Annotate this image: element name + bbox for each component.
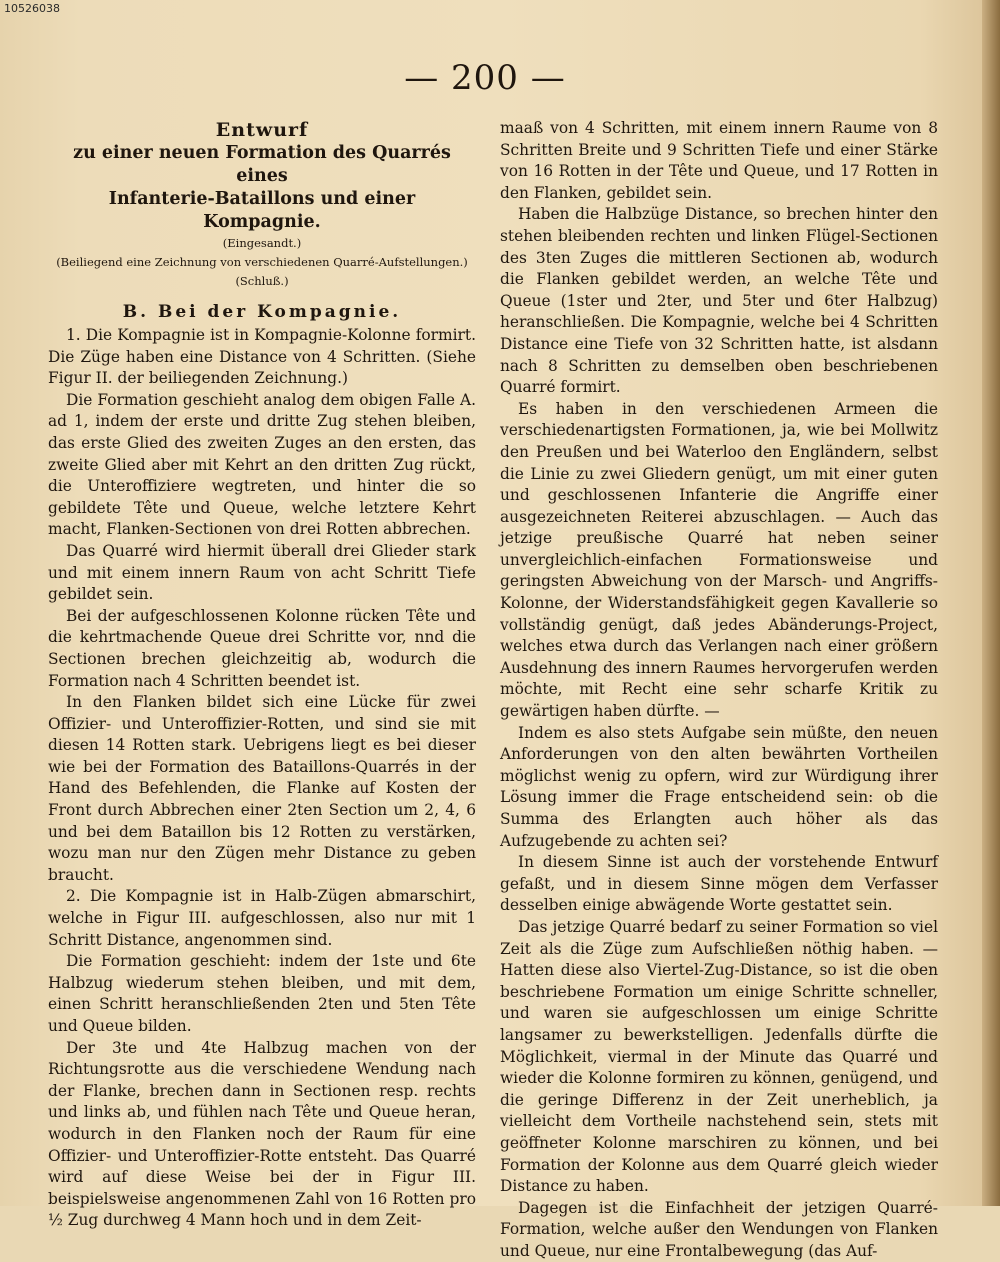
- section-heading: B. Bei der Kompagnie.: [122, 302, 402, 322]
- right-column: [500, 118, 938, 1262]
- submitted-note: (Eingesandt.): [222, 236, 302, 250]
- paragraph: Die Formation geschieht analog dem obigen Falle A. ad 1, indem der erste und dritte Zug stehen bleiben, das erste Glied des zweiten Zuges an den ersten, das zweite Glied aber mit Kehrt an den dritten Zug rückt, die Unteroffiziere wegtreten, und hinter die so gebildete Tête und Queue, welche letztere Kehrt macht, Flanken-Sectionen von drei Rotten abbrechen.: [48, 390, 476, 539]
- paragraph: 1. Die Kompagnie ist in Kompagnie-Kolonne formirt. Die Züge haben eine Distance von 4 Schritten. (Siehe Figur II. der beiliegenden Zeichnung.): [48, 326, 476, 388]
- paragraph: Es haben in den verschiedenen Armeen die verschiedenartigsten Formationen, ja, wie bei Mollwitz den Preußen und bei Waterloo den Engländern, selbst die Linie zu zwei Gliedern genügt, um mit einer guten und geschlossenen Infanterie die Angriffe einer ausgezeichneten Reiterei abzuschlagen. — Auch das jetzige preußische Quarré hat neben seiner unvergleichlich-einfachen Formationsweise und geringsten Abweichung von der Marsch- und Angriffs-Kolonne, der Widerstandsfähigkeit gegen Kavallerie so vollständig genügt, daß jedes Abänderungs-Project, welches etwa durch das Verlangen nach einer größern Ausdehnung des innern Raumes hervorgerufen werden möchte, mit Recht eine sehr scharfe Kritik zu gewärtigen haben dürfte. —: [500, 399, 938, 721]
- paragraph: Das jetzige Quarré bedarf zu seiner Formation so viel Zeit als die Züge zum Aufschließen nöthig haben. — Hatten diese also Viertel-Zug-Distance, so ist die oben beschriebene Formation um einige Schritte schneller, und waren sie aufgeschlossen um einige Schritte langsamer zu bewerkstelligen. Jedenfalls dürfte die Möglichkeit, viermal in der Minute das Quarré und wieder die Kolonne formiren zu können, genügend, und die geringe Differenz in der Zeit unerheblich, ja vielleicht dem Vortheile nachstehend sein, stets mit geöffneter Kolonne marschiren zu können, und bei Formation der Kolonne aus dem Quarré gleich wieder Distance zu haben.: [500, 917, 938, 1196]
- paragraph: Haben die Halbzüge Distance, so brechen hinter den stehen bleibenden rechten und linken Flügel-Sectionen des 3ten Zuges die mittleren Sectionen ab, wodurch die Flanken gebildet werden, an welche Tête und Queue (1ster und 2ter, und 5ter und 6ter Halbzug) heranschließen. Die Kompagnie, welche bei 4 Schritten Distance eine Tiefe von 32 Schritten hatte, ist alsdann nach 8 Schritten zu demselben oben beschriebenen Quarré formirt.: [500, 205, 938, 397]
- article-subtitle-line-2: Infanterie-Bataillons und einer Kompagnie.: [108, 189, 416, 232]
- catalog-stamp: 10526038: [4, 2, 60, 15]
- paragraph: Dagegen ist die Einfachheit der jetzigen Quarré-Formation, welche außer den Wendungen von Flanken und Queue, nur eine Frontalbewegung (das Auf-: [500, 1198, 938, 1260]
- article-subtitle-line-1: zu einer neuen Formation des Quarrés eines: [73, 143, 451, 186]
- drawing-note: (Beiliegend eine Zeichnung von verschiedenen Quarré-Aufstellungen.): [56, 255, 468, 269]
- page-edge: [982, 0, 1000, 1206]
- paragraph: Das Quarré wird hiermit überall drei Glieder stark und mit einem innern Raum von acht Schritt Tiefe gebildet sein.: [48, 541, 476, 604]
- paragraph: Die Formation geschieht: indem der 1ste und 6te Halbzug wiederum stehen bleiben, und mit dem, einen Schritt heranschließenden 2ten und 5ten Tête und Queue bilden.: [48, 952, 476, 1035]
- paragraph: Indem es also stets Aufgabe sein müßte, den neuen Anforderungen von den alten bewährten Vortheilen möglichst wenig zu opfern, wird zur Würdigung ihrer Lösung immer die Frage entscheidend sein: ob die Summa des Erlangten auch höher als das Aufzugebende zu achten sei?: [500, 723, 938, 850]
- paragraph: In den Flanken bildet sich eine Lücke für zwei Offizier- und Unteroffizier-Rotten, und sind sie mit diesen 14 Rotten stark. Uebrigens liegt es bei dieser wie bei der Formation des Bataillons-Quarrés in der Hand des Befehlenden, die Flanke auf Kosten der Front durch Abbrechen einer 2ten Section um 2, 4, 6 und bei dem Bataillon bis 12 Rotten zu verstärken, wozu man nur den Zügen mehr Distance zu geben braucht.: [48, 693, 476, 884]
- paragraph: Der 3te und 4te Halbzug machen von der Richtungsrotte aus die verschiedene Wendung nach der Flanke, brechen dann in Sectionen resp. rechts und links ab, und fühlen nach Tête und Queue heran, wodurch in den Flanken noch der Raum für eine Offizier- und Unteroffizier-Rotte entsteht. Das Quarré wird auf diese Weise bei der in Figur III. beispielsweise angenommenen Zahl von 16 Rotten pro ½ Zug durchweg 4 Mann hoch und in dem Zeit-: [48, 1038, 476, 1230]
- left-column: [48, 118, 476, 1232]
- paragraph: maaß von 4 Schritten, mit einem innern Raume von 8 Schritten Breite und 9 Schritten Tiefe und einer Stärke von 16 Rotten in der Tête und Queue, und 17 Rotten in den Flanken, gebildet sein.: [500, 119, 938, 202]
- article-title: Entwurf: [215, 119, 309, 141]
- paragraph: 2. Die Kompagnie ist in Halb-Zügen abmarschirt, welche in Figur III. aufgeschlossen, also nur mit 1 Schritt Distance, angenommen sind.: [48, 887, 476, 949]
- paragraph: Bei der aufgeschlossenen Kolonne rücken Tête und die kehrtmachende Queue drei Schritte vor, nnd die Sectionen brechen gleichzeitig ab, wodurch die Formation nach 4 Schritten beendet ist.: [48, 606, 476, 690]
- paragraph: In diesem Sinne ist auch der vorstehende Entwurf gefaßt, und in diesem Sinne mögen dem Verfasser desselben einige abwägende Worte gestattet sein.: [500, 853, 938, 915]
- conclusion-note: (Schluß.): [235, 274, 289, 288]
- page-number: — 200 —: [404, 58, 566, 98]
